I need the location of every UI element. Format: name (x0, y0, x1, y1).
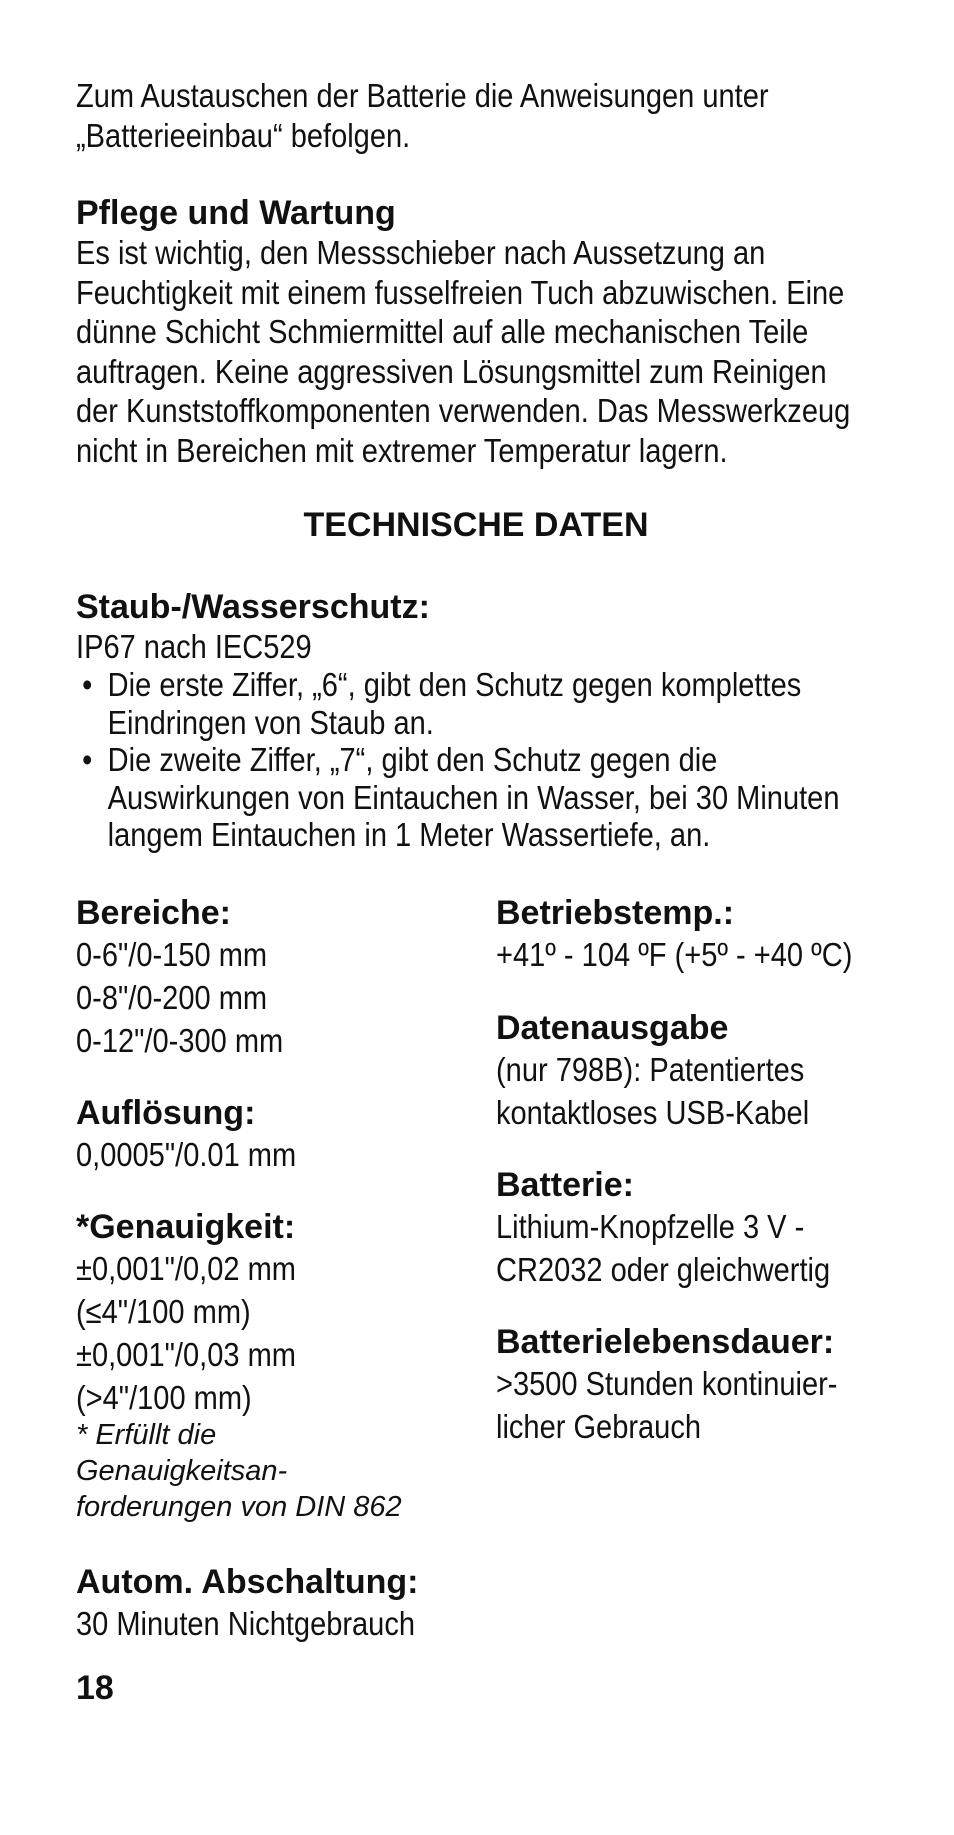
battery-value: Lithium-Knopfzelle 3 V - (496, 1208, 805, 1245)
manual-page (76, 0, 876, 1835)
battery-values (496, 1205, 897, 1291)
care-heading: Pflege und Wartung (76, 194, 396, 232)
intro-line: „Batterieeinbau“ befolgen. (76, 116, 411, 154)
battery-heading: Batterie: (496, 1166, 634, 1204)
tech-data-title: TECHNISCHE DATEN (303, 506, 649, 544)
accuracy-heading: *Genauigkeit: (76, 1208, 296, 1246)
intro-paragraph (76, 76, 879, 155)
ranges-values (76, 933, 487, 1062)
bullet-item (76, 741, 879, 854)
battery-life-value: >3500 Stunden kontinuier- (496, 1365, 838, 1402)
bullet-line: Die zweite Ziffer, „7“, gibt den Schutz gegen die (107, 741, 718, 778)
care-line: dünne Schicht Schmiermittel auf alle mechanischen Teile (76, 313, 809, 350)
battery-life-block (496, 1322, 896, 1448)
battery-life-value: licher Gebrauch (496, 1408, 701, 1445)
data-output-block (496, 1008, 896, 1134)
bullet-line: Auswirkungen von Eintauchen in Wasser, bei 30 Minuten (107, 778, 840, 816)
protection-bullets (76, 666, 879, 854)
battery-life-heading: Batterielebensdauer: (496, 1323, 835, 1361)
range-value: 0-6"/0-150 mm (76, 936, 268, 973)
footnote-line: Genauigkeitsan- (76, 1455, 288, 1487)
ranges-heading: Bereiche: (76, 894, 231, 932)
data-output-heading: Datenausgabe (496, 1009, 729, 1047)
range-value: 0-8"/0-200 mm (76, 979, 268, 1016)
resolution-heading: Auflösung: (76, 1094, 256, 1132)
accuracy-values (76, 1247, 487, 1419)
battery-life-values (496, 1362, 897, 1448)
footnote-line: * Erfüllt die (76, 1419, 217, 1451)
care-line: Feuchtigkeit mit einem fusselfreien Tuch abzuwischen. Eine (76, 273, 845, 311)
auto-off-heading: Autom. Abschaltung: (76, 1563, 419, 1601)
auto-off-value: 30 Minuten Nichtgebrauch (76, 1605, 416, 1642)
operating-temp-heading: Betriebstemp.: (496, 894, 735, 932)
protection-heading: Staub-/Wasserschutz: (76, 588, 430, 626)
battery-block (496, 1165, 896, 1291)
accuracy-footnote (76, 1417, 486, 1525)
accuracy-value: (≤4"/100 mm) (76, 1293, 251, 1330)
footnote-line: forderungen von DIN 862 (76, 1491, 402, 1523)
accuracy-block (76, 1207, 486, 1525)
data-output-value: (nur 798B): Patentiertes (496, 1051, 805, 1088)
resolution-block (76, 1093, 486, 1176)
data-output-value: kontaktloses USB-Kabel (496, 1094, 810, 1131)
auto-off-block (76, 1562, 486, 1645)
battery-value: CR2032 oder gleichwertig (496, 1251, 831, 1288)
accuracy-value: ±0,001"/0,03 mm (76, 1336, 296, 1373)
care-line: Es ist wichtig, den Messschieber nach Aussetzung an (76, 234, 766, 271)
left-column (76, 893, 486, 1062)
resolution-value: 0,0005"/0.01 mm (76, 1136, 297, 1173)
accuracy-value: (>4"/100 mm) (76, 1379, 252, 1416)
bullet-item (76, 666, 879, 741)
range-value: 0-12"/0-300 mm (76, 1022, 284, 1059)
care-line: der Kunststoffkomponenten verwenden. Das Messwerkzeug (76, 392, 851, 429)
data-output-values (496, 1048, 897, 1134)
intro-line: Zum Austauschen der Batterie die Anweisungen unter (76, 77, 769, 114)
operating-temp-block (496, 893, 896, 976)
care-line: auftragen. Keine aggressiven Lösungsmittel zum Reinigen (76, 352, 827, 390)
bullet-line: Eindringen von Staub an. (107, 703, 434, 741)
bullet-line: langem Eintauchen in 1 Meter Wassertiefe, an. (107, 816, 711, 853)
bullet-icon: • (82, 741, 93, 778)
bullet-line: Die erste Ziffer, „6“, gibt den Schutz gegen komplettes (107, 666, 802, 703)
care-line: nicht in Bereichen mit extremer Temperatur lagern. (76, 431, 728, 469)
page-number: 18 (76, 1669, 114, 1707)
protection-rating: IP67 nach IEC529 (76, 628, 312, 665)
bullet-icon: • (82, 666, 93, 703)
care-paragraph (76, 233, 879, 470)
accuracy-value: ±0,001"/0,02 mm (76, 1250, 296, 1287)
operating-temp-value: +41º - 104 ºF (+5º - +40 ºC) (496, 936, 853, 973)
